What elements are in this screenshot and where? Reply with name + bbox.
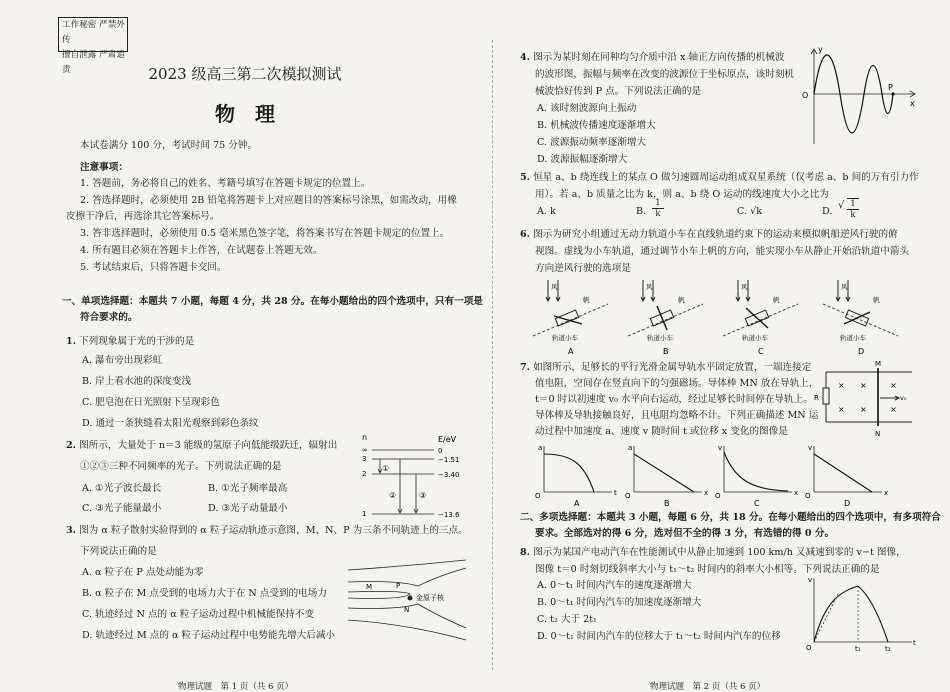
q4-option-c: C. 波源振动频率逐渐增大 (537, 137, 647, 148)
intro: 本试卷满分 100 分，考试时间 75 分钟。 (80, 140, 258, 151)
svg-text:x: x (884, 489, 889, 497)
svg-text:O: O (805, 492, 811, 500)
section1-heading: 一、单项选择题：本题共 7 小题，每题 4 分，共 28 分。在每小题给出的四个选项中，只有一项是 (62, 296, 483, 307)
svg-text:R: R (814, 394, 819, 402)
svg-text:3: 3 (362, 455, 367, 463)
svg-text:A: A (568, 347, 574, 356)
svg-text:t₁: t₁ (855, 645, 861, 653)
q4-option-d: D. 波源振幅逐渐增大 (537, 154, 628, 165)
q5-stem-2: 用）。若 a、b 质量之比为 k，则 a、b 绕 O 运动的线速度大小之比为 (535, 189, 829, 200)
svg-text:轨道小车: 轨道小车 (552, 334, 578, 342)
svg-text:C: C (758, 347, 764, 356)
q5-option-b-fraction: 1 k (652, 198, 664, 219)
q5-option-c: C. √k (737, 206, 763, 217)
q5-option-d: D. (822, 206, 833, 217)
wave-diagram (800, 44, 920, 150)
svg-text:2: 2 (362, 470, 367, 478)
svg-text:t₂: t₂ (885, 645, 891, 653)
confidential-stamp (58, 17, 128, 75)
q8: 8. 图示为某国产电动汽车在性能测试中从静止加速到 100 km/h 又减速到零的 v−t 图像， (520, 547, 906, 558)
svg-text:①: ① (382, 464, 390, 473)
q5-option-a: A. k (537, 206, 556, 217)
svg-text:x: x (794, 489, 799, 497)
svg-text:N: N (404, 606, 410, 614)
svg-text:v: v (808, 576, 813, 584)
svg-text:O: O (625, 492, 631, 500)
svg-text:风: 风 (551, 283, 558, 291)
note-5: 5. 考试结束后，只将答题卡交回。 (80, 262, 227, 273)
note-3: 3. 答非选择题时，必须使用 0.5 毫米黑色签字笔，将答案书写在答题卡规定的位置上。 (80, 228, 450, 239)
svg-text:0: 0 (438, 447, 443, 455)
sailcar-b (628, 280, 703, 356)
svg-text:P: P (888, 83, 893, 92)
q4-option-b: B. 机械波传播速度逐渐增大 (537, 120, 656, 131)
q5-option-d-fraction: 1 k (847, 198, 859, 220)
svg-text:t: t (614, 489, 617, 497)
q1-option-b: B. 岸上看水池的深度变浅 (82, 376, 192, 387)
svg-text:M: M (875, 360, 882, 368)
svg-text:×: × (890, 381, 897, 390)
svg-text:a: a (628, 444, 633, 452)
q3: 3. 图为 α 粒子散射实验得到的 α 粒子运动轨迹示意图，M、N、P 为三条不同轨迹上的三点。 (66, 525, 468, 536)
svg-text:v: v (718, 444, 723, 452)
sailcar-diagrams (528, 278, 928, 356)
q7-stem-4: 导体棒及导轨接触良好，且电阻均忽略不计。下列正确描述 MN 运 (535, 410, 819, 421)
svg-text:M: M (366, 583, 373, 591)
confidential-line-2: 擅自泄露 严肃追责 (62, 50, 125, 75)
svg-text:y: y (818, 45, 823, 54)
q1-option-c: C. 肥皂泡在日光照射下呈现彩色 (82, 397, 220, 408)
section2-heading: 二、多项选择题：本题共 3 小题，每题 6 分，共 18 分。在每小题给出的四个选项中，有多项符合 (520, 512, 941, 523)
alpha-scattering-diagram (348, 556, 468, 646)
svg-text:轨道小车: 轨道小车 (840, 334, 866, 342)
q4: 4. 图示为某时刻在同种均匀介质中沿 x 轴正方向传播的机械波 (520, 52, 785, 63)
q8-option-b: B. 0～t₁ 时间内汽车的加速度逐渐增大 (537, 597, 702, 608)
svg-text:D: D (844, 499, 851, 508)
q8-option-d: D. 0～t₁ 时间内汽车的位移大于 t₁～t₂ 时间内汽车的位移 (537, 631, 781, 642)
q5: 5. 恒星 a、b 绕连线上的某点 O 做匀速圆周运动组成双星系统（仅考虑 a、b 间的万有引力作 (520, 172, 919, 183)
sailcar-a (533, 280, 608, 356)
q8-option-a: A. 0～t₁ 时间内汽车的速度逐渐增大 (537, 580, 692, 591)
q1-option-d: D. 通过一条狭缝看太阳光观察到彩色条纹 (82, 418, 259, 429)
svg-text:帆: 帆 (773, 296, 780, 304)
q3-option-b: B. α 粒子在 M 点受到的电场力大于在 N 点受到的电场力 (82, 588, 327, 599)
svg-text:C: C (754, 499, 760, 508)
svg-text:v: v (808, 444, 813, 452)
q4-stem-3: 械波恰好传到 P 点。下列说法正确的是 (535, 86, 702, 97)
q2-option-d: D. ③光子动量最小 (208, 503, 288, 514)
q3-option-d: D. 轨迹经过 M 点的 α 粒子运动过程中电势能先增大后减小 (82, 630, 336, 641)
q4-stem-2: 的波形图，振幅与频率在改变的波源位于坐标原点，该时刻机 (535, 69, 795, 80)
rail-circuit-diagram (812, 358, 922, 438)
subject-title: 物 理 (215, 102, 275, 126)
q7: 7. 如图所示，足够长的平行光滑金属导轨水平固定放置，一端连接定 (520, 362, 812, 373)
svg-text:风: 风 (841, 283, 848, 291)
q7-graphs (520, 440, 900, 508)
svg-text:−13.6: −13.6 (438, 511, 460, 519)
svg-text:−3.40: −3.40 (438, 471, 460, 479)
sailcar-c (723, 280, 798, 356)
q5-option-d-sqrt: √ (838, 200, 845, 211)
svg-text:E/eV: E/eV (438, 435, 457, 444)
q6: 6. 图示为研究小组通过无动力轨道小车在直线轨道约束下的运动来模拟帆船逆风行驶的俯 (520, 229, 898, 240)
q7-graph-c (715, 444, 798, 508)
svg-text:O: O (715, 492, 721, 500)
svg-text:×: × (890, 405, 897, 414)
svg-text:风: 风 (646, 283, 653, 291)
svg-text:D: D (858, 347, 865, 356)
q7-stem-3: t＝0 时以初速度 v₀ 水平向右运动，经过足够长时间停在导轨上。 (535, 394, 813, 405)
q3-option-a: A. α 粒子在 P 点处动能为零 (82, 567, 204, 578)
q7-stem-5: 动过程中加速度 a、速度 v 随时间 t 或位移 x 变化的图像是 (535, 426, 788, 437)
q2: 2. 图所示，大量处于 n＝3 能级的氢原子向低能级跃迁，辐射出 (66, 440, 338, 451)
q3-option-c: C. 轨迹经过 N 点的 α 粒子运动过程中机械能保持不变 (82, 609, 315, 620)
svg-text:②: ② (389, 491, 397, 500)
energy-level-diagram (358, 430, 468, 522)
note-2: 2. 答选择题时，必须使用 2B 铅笔将答题卡上对应题目的答案标号涂黑，如需改动，用橡 (80, 195, 457, 206)
svg-text:x: x (910, 99, 915, 108)
svg-text:风: 风 (741, 283, 748, 291)
q8-option-c: C. t₂ 大于 2t₁ (537, 614, 597, 625)
svg-text:n: n (362, 433, 368, 442)
svg-text:帆: 帆 (678, 296, 685, 304)
q7-graph-a (535, 444, 617, 508)
q2-option-c: C. ③光子能量最小 (82, 503, 162, 514)
note-2b: 皮擦干净后，再选涂其它答案标号。 (66, 211, 220, 222)
svg-text:a: a (538, 444, 543, 452)
q3-stem-2: 下列说法正确的是 (80, 546, 157, 557)
svg-text:B: B (664, 499, 670, 508)
svg-text:×: × (838, 381, 845, 390)
section1-heading-2: 符合要求的。 (80, 312, 138, 323)
svg-text:×: × (860, 405, 867, 414)
q7-graph-d (805, 444, 888, 508)
q6-stem-3: 方向逆风行驶的选项是 (535, 263, 631, 274)
note-1: 1. 答题前，务必将自己的姓名、考籍号填写在答题卡规定的位置上。 (80, 178, 371, 189)
confidential-line-1: 工作秘密 严禁外传 (62, 20, 125, 45)
note-4: 4. 所有题目必须在答题卡上作答，在试题卷上答题无效。 (80, 245, 323, 256)
q7-stem-2: 值电阻，空间存在竖直向下的匀强磁场。导体棒 MN 放在导轨上， (535, 378, 819, 389)
svg-text:t: t (913, 639, 916, 647)
q2-option-b: B. ①光子频率最高 (208, 483, 288, 494)
svg-text:∞: ∞ (362, 446, 368, 454)
q2-option-a: A. ①光子波长最长 (82, 483, 162, 494)
svg-text:A: A (574, 499, 580, 508)
svg-text:轨道小车: 轨道小车 (742, 334, 768, 342)
footer-right: 物理试题 第 2 页（共 6 页） (650, 682, 766, 692)
q5-option-b: B. (636, 206, 647, 217)
svg-text:N: N (875, 430, 881, 438)
notes-title: 注意事项： (80, 162, 128, 173)
svg-text:③: ③ (419, 491, 427, 500)
svg-text:金原子核: 金原子核 (416, 594, 444, 602)
svg-text:x: x (704, 489, 709, 497)
q7-graph-b (625, 444, 708, 508)
footer-left: 物理试题 第 1 页（共 6 页） (178, 682, 294, 692)
q6-stem-2: 视图。虚线为小车轨道，通过调节小车上帆的方向，能实现小车从静止开始沿轨道中箭头 (535, 246, 910, 257)
q8-stem-2: 图像 t＝0 时刻切线斜率大小与 t₁～t₂ 时间内的斜率大小相等。下列说法正确的是 (535, 564, 880, 575)
section2-heading-2: 要求。全部选对的得 6 分，选对但不全的得 3 分，有选错的得 0 分。 (535, 528, 835, 539)
svg-text:1: 1 (362, 510, 367, 518)
svg-text:B: B (663, 347, 669, 356)
q1: 1. 下列现象属于光的干涉的是 (66, 336, 195, 347)
svg-text:O: O (806, 644, 812, 652)
exam-title: 2023 级高三第二次模拟测试 (148, 65, 342, 83)
vt-graph (800, 574, 920, 654)
column-divider (492, 40, 493, 670)
svg-text:×: × (838, 405, 845, 414)
svg-text:×: × (860, 381, 867, 390)
svg-text:P: P (396, 582, 401, 590)
sailcar-d (823, 280, 898, 356)
svg-text:轨道小车: 轨道小车 (647, 334, 673, 342)
q2-stem-2: ①②③三种不同频率的光子。下列说法正确的是 (80, 461, 282, 472)
q1-option-a: A. 瀑布旁出现彩虹 (82, 355, 163, 366)
svg-text:帆: 帆 (873, 296, 880, 304)
svg-text:帆: 帆 (583, 296, 590, 304)
q4-option-a: A. 该时刻波源向上振动 (537, 103, 637, 114)
svg-text:−1.51: −1.51 (438, 456, 460, 464)
svg-text:v₀: v₀ (900, 394, 907, 402)
svg-text:O: O (802, 91, 809, 100)
svg-text:O: O (535, 492, 541, 500)
